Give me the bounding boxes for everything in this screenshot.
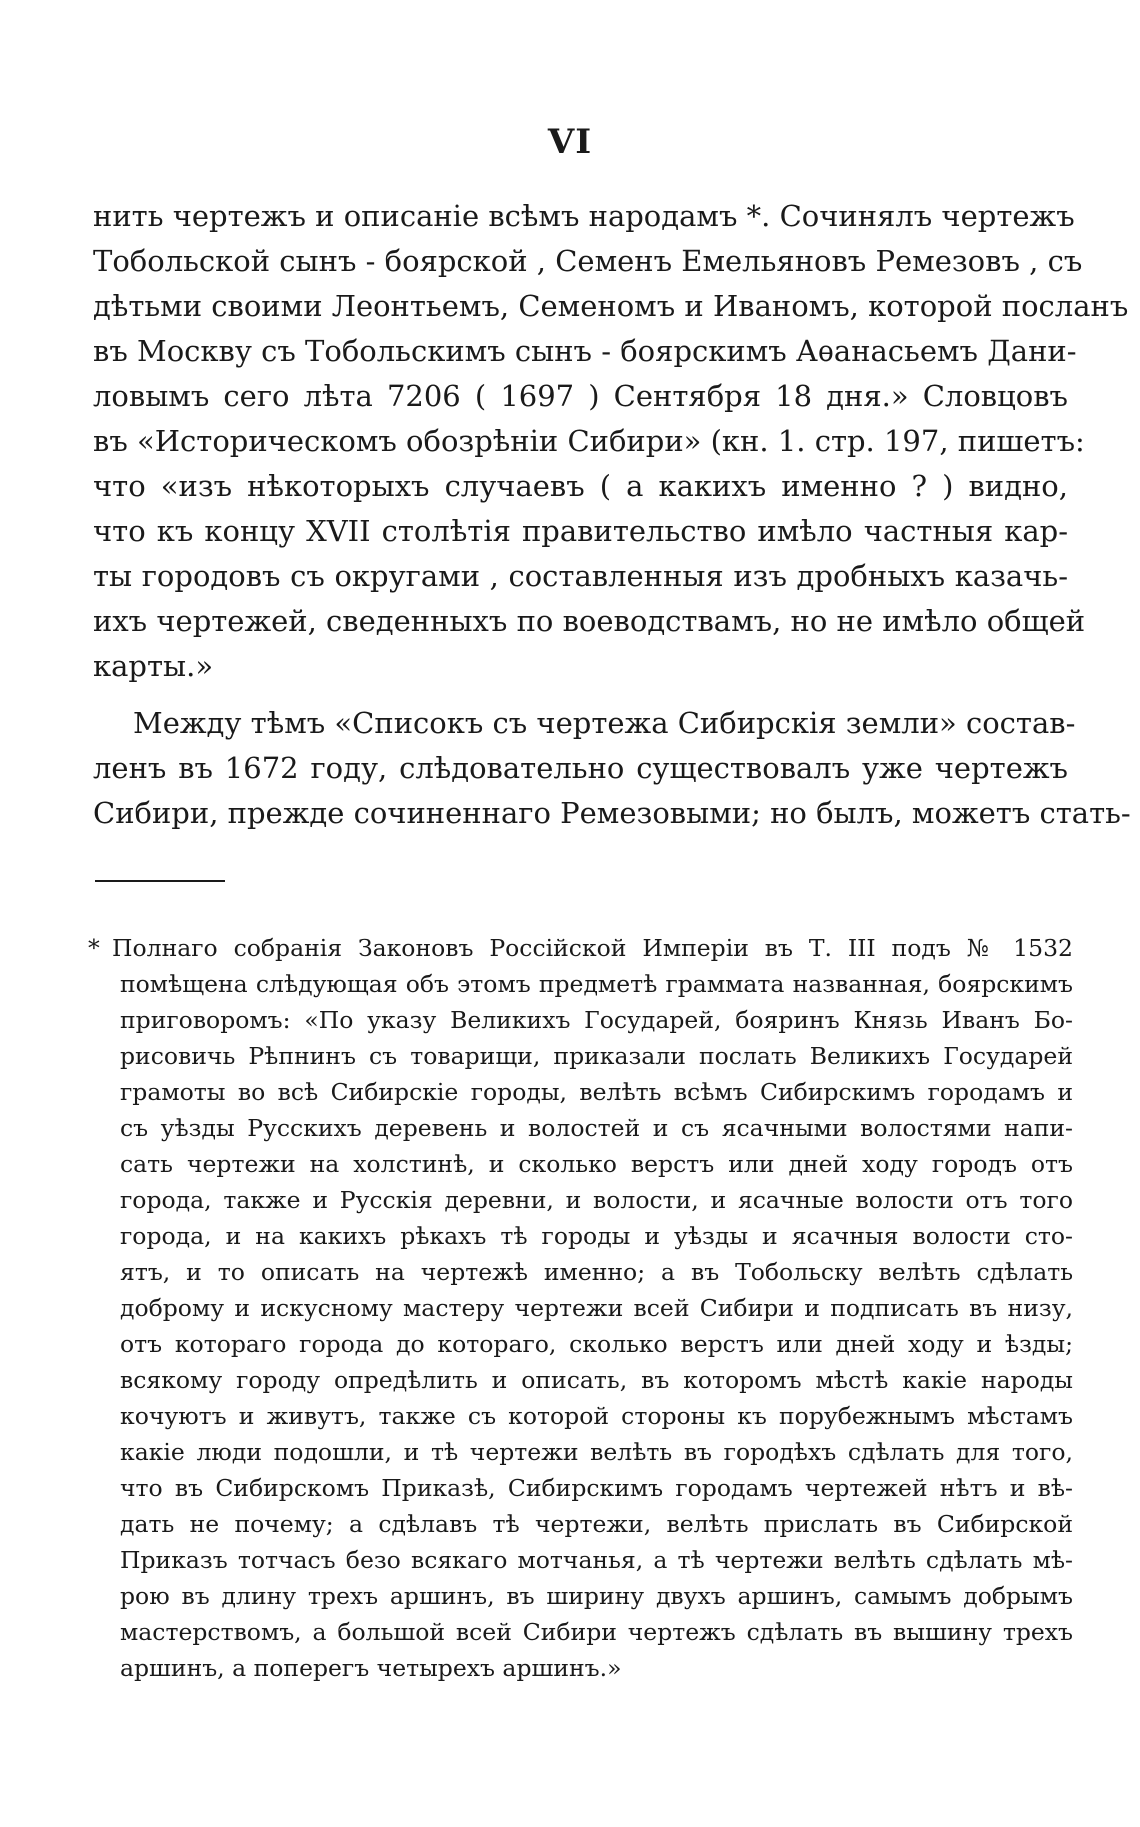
paragraph-gap xyxy=(93,689,1068,701)
footnote-line: какіе люди подошли, и тѣ чертежи велѣть въ городѣхъ сдѣлать для того, xyxy=(120,1438,1073,1466)
text-line: дѣтьми своими Леонтьемъ, Семеномъ и Иваномъ, которой посланъ xyxy=(93,289,1129,323)
text-line: что «изъ нѣкоторыхъ случаевъ ( а какихъ именно ? ) видно, xyxy=(93,469,1068,503)
footnote-line: аршинъ, а поперегъ четырехъ аршинъ.» xyxy=(120,1654,622,1682)
footnote xyxy=(88,930,1073,1686)
footnote-line: отъ котораго города до котораго, сколько верстъ или дней ходу и ѣзды; xyxy=(120,1330,1073,1358)
footnote-line: мастерствомъ, а большой всей Сибири чертежъ сдѣлать въ вышину трехъ xyxy=(120,1618,1073,1646)
footnote-line xyxy=(88,930,1073,966)
page-number: VI xyxy=(547,122,593,162)
text-line: въ «Историческомъ обозрѣніи Сибири» (кн. 1. стр. 197, пишетъ: xyxy=(93,424,1085,458)
text-line: что къ концу XVII столѣтія правительство имѣло частныя кар- xyxy=(93,514,1068,548)
footnote-line: Приказъ тотчасъ безо всякаго мотчанья, а тѣ чертежи велѣть сдѣлать мѣ- xyxy=(120,1546,1073,1574)
footnote-line: сать чертежи на холстинѣ, и сколько верстъ или дней ходу городъ отъ xyxy=(120,1150,1073,1178)
footnote-line: съ уѣзды Русскихъ деревень и волостей и съ ясачными волостями напи- xyxy=(120,1114,1073,1142)
text-line: въ Москву съ Тобольскимъ сынъ - боярскимъ Аѳанасьемъ Дани- xyxy=(93,334,1077,368)
footnote-line: приговоромъ: «По указу Великихъ Государей, бояринъ Князь Иванъ Бо- xyxy=(120,1006,1073,1034)
footnote-line: рою въ длину трехъ аршинъ, въ ширину двухъ аршинъ, самымъ добрымъ xyxy=(120,1582,1073,1610)
footnote-line: города, и на какихъ рѣкахъ тѣ городы и уѣзды и ясачныя волости сто- xyxy=(120,1222,1073,1250)
footnote-line: дать не почему; а сдѣлавъ тѣ чертежи, велѣть прислать въ Сибирской xyxy=(120,1510,1073,1538)
footnote-line: рисовичь Рѣпнинъ съ товарищи, приказали послать Великихъ Государей xyxy=(120,1042,1073,1070)
text-line: ихъ чертежей, сведенныхъ по воеводствамъ, но не имѣло общей xyxy=(93,604,1086,638)
text-line: нить чертежъ и описаніе всѣмъ народамъ *. Сочинялъ чертежъ xyxy=(93,199,1075,233)
footnote-line: кочуютъ и живутъ, также съ которой стороны къ порубежнымъ мѣстамъ xyxy=(120,1402,1073,1430)
text-line: ленъ въ 1672 году, слѣдовательно существовалъ уже чертежъ xyxy=(93,751,1068,785)
footnote-divider xyxy=(95,880,225,882)
text-line: карты.» xyxy=(93,649,214,683)
footnote-line-text: Полнаго собранія Законовъ Россійской Имперіи въ Т. III подъ № 1532 xyxy=(112,934,1073,962)
footnote-line: всякому городу опредѣлить и описать, въ которомъ мѣстѣ какіе народы xyxy=(120,1366,1073,1394)
footnote-line: доброму и искусному мастеру чертежи всей Сибири и подписать въ низу, xyxy=(120,1294,1073,1322)
text-line: ты городовъ съ округами , составленныя изъ дробныхъ казачь- xyxy=(93,559,1068,593)
main-text xyxy=(93,194,1131,836)
text-line: ловымъ сего лѣта 7206 ( 1697 ) Сентября 18 дня.» Словцовъ xyxy=(93,379,1068,413)
footnote-line: грамоты во всѣ Сибирскіе городы, велѣть всѣмъ Сибирскимъ городамъ и xyxy=(120,1078,1073,1106)
text-line: Сибири, прежде сочиненнаго Ремезовыми; но былъ, можетъ стать- xyxy=(93,796,1131,830)
footnote-line: что въ Сибирскомъ Приказѣ, Сибирскимъ городамъ чертежей нѣтъ и вѣ- xyxy=(120,1474,1073,1502)
text-line: Тобольской сынъ - боярской , Семенъ Емельяновъ Ремезовъ , съ xyxy=(93,244,1083,278)
footnote-line: города, также и Русскія деревни, и волости, и ясачные волости отъ того xyxy=(120,1186,1073,1214)
footnote-line: помѣщена слѣдующая объ этомъ предметѣ граммата названная, боярскимъ xyxy=(120,970,1073,998)
footnote-line: ятъ, и то описать на чертежѣ именно; а въ Тобольску велѣть сдѣлать xyxy=(120,1258,1073,1286)
footnote-marker: * xyxy=(88,934,100,962)
text-line: Между тѣмъ «Списокъ съ чертежа Сибирскія земли» состав- xyxy=(133,706,1076,740)
